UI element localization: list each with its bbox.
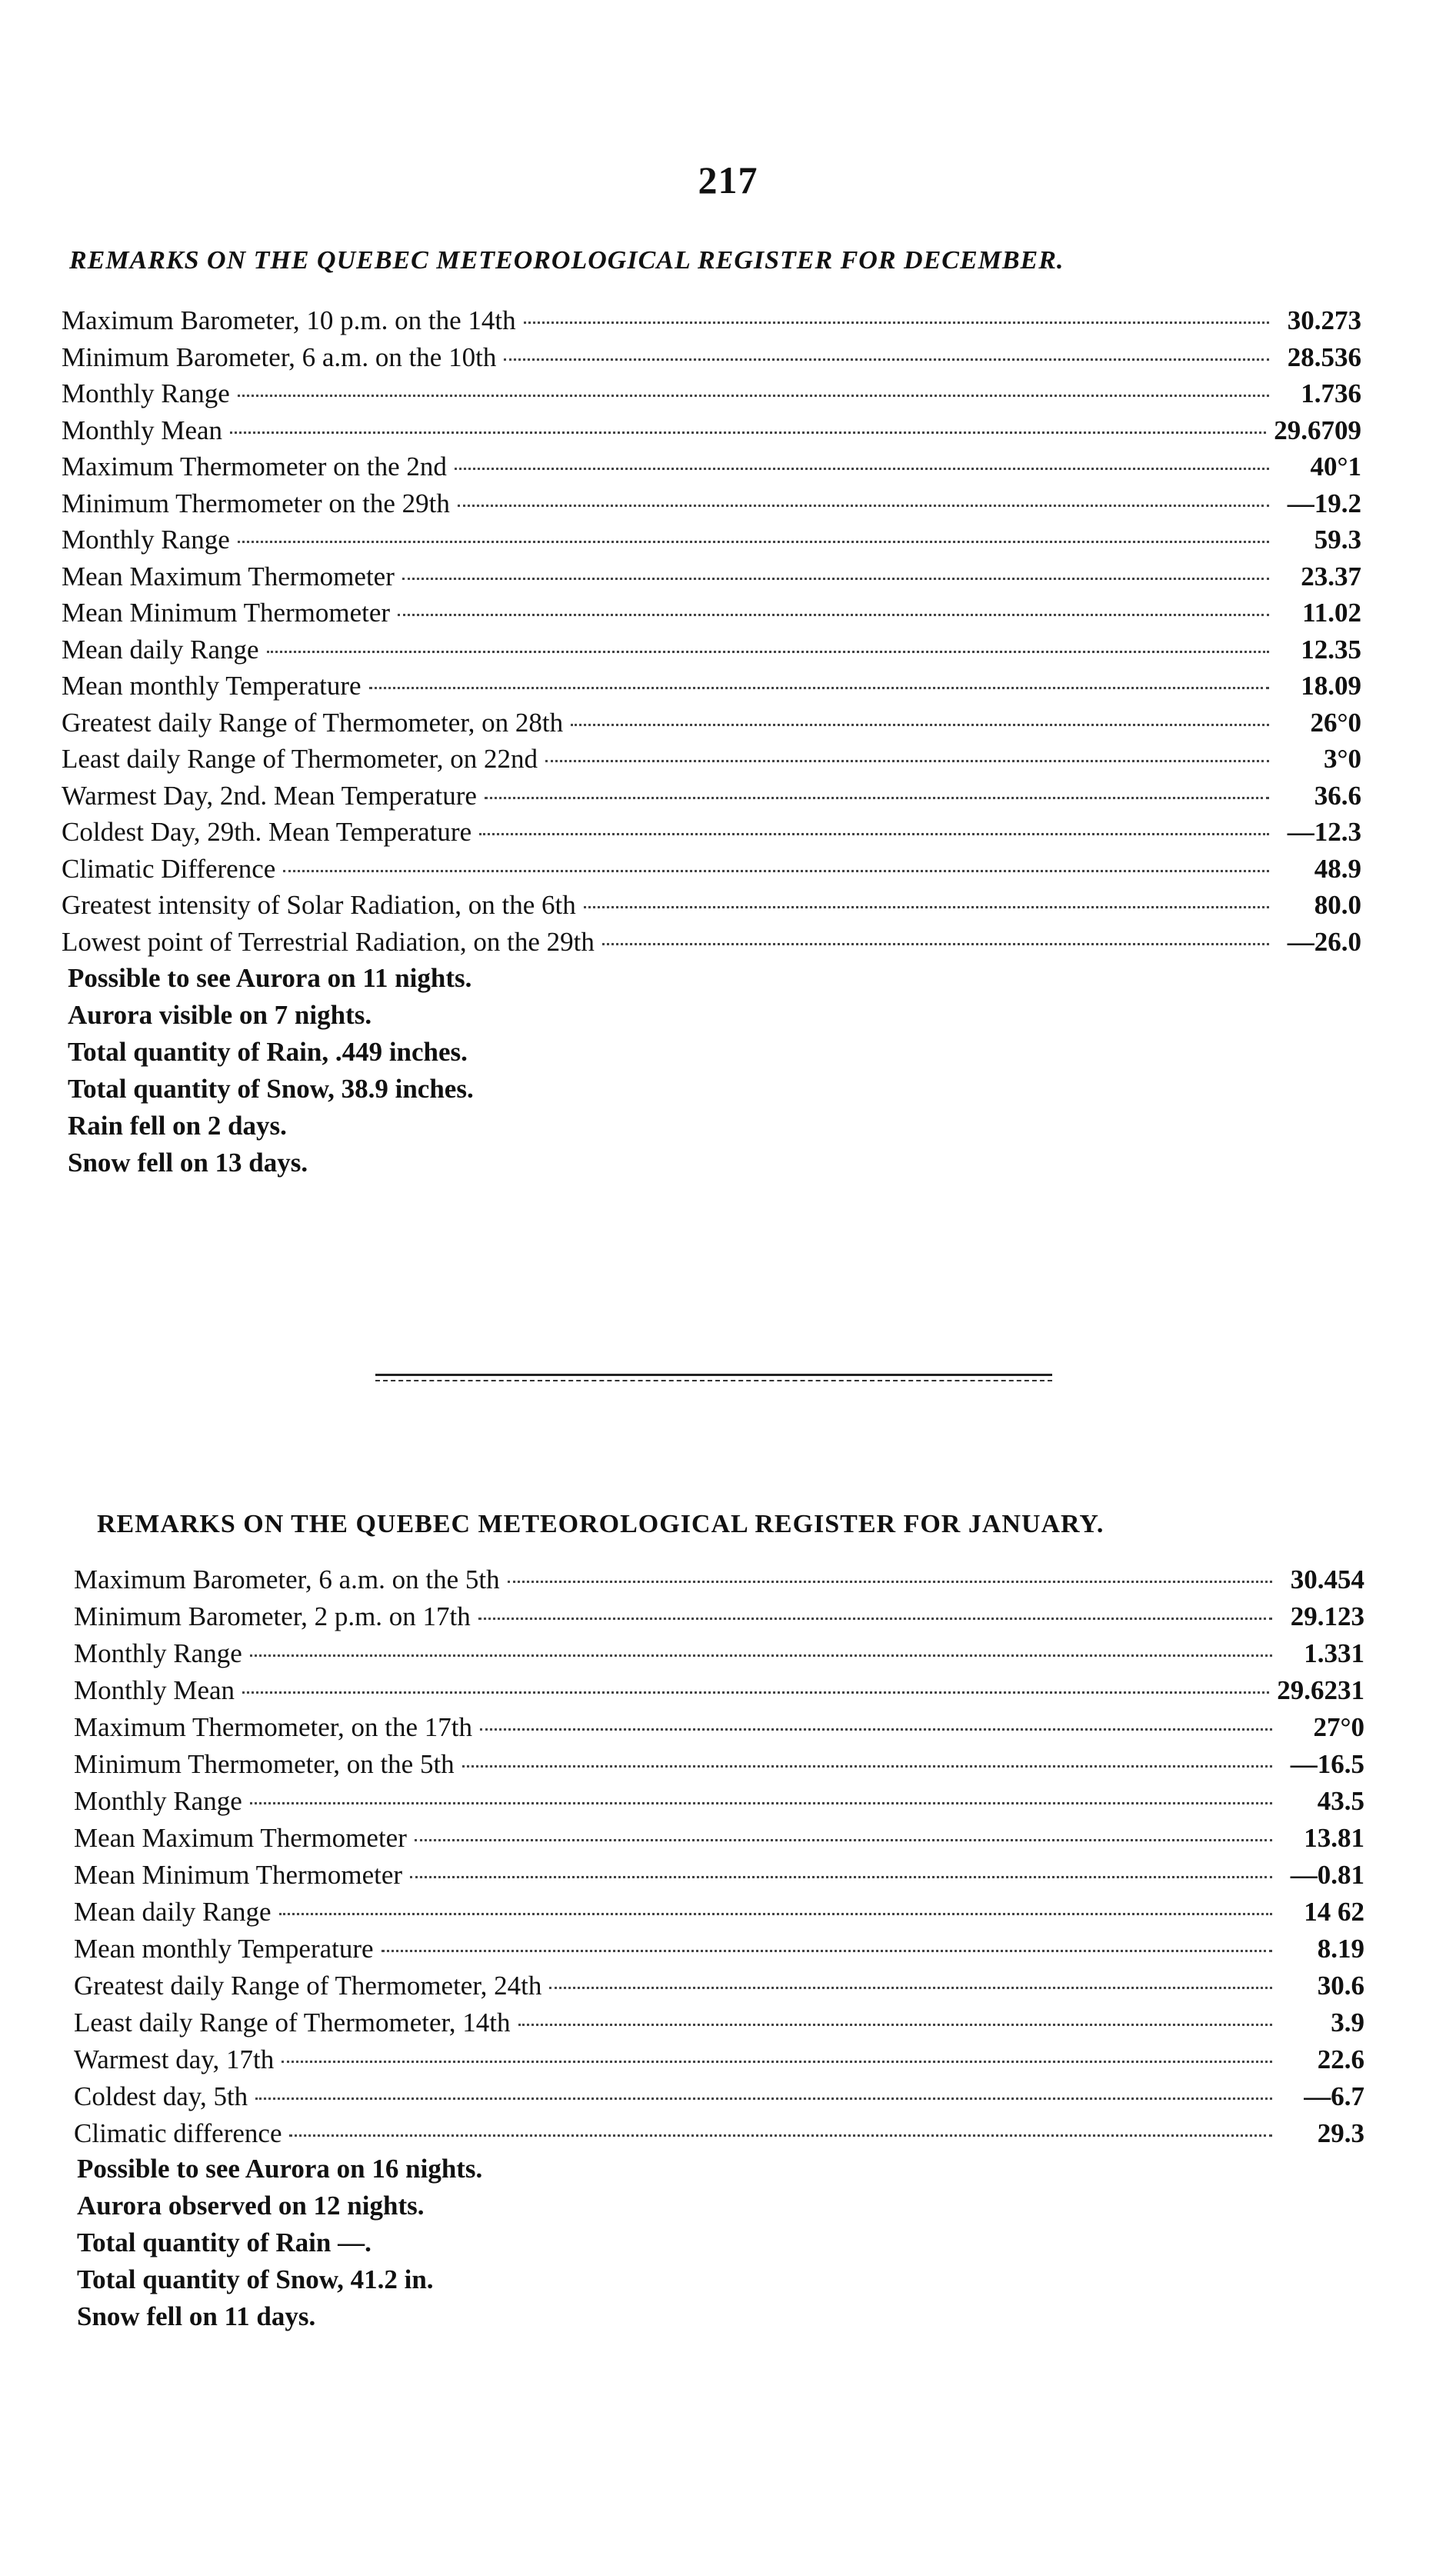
row-value: 14 62 [1304, 1897, 1364, 1927]
december-note: Possible to see Aurora on 11 nights. [68, 963, 472, 993]
dot-leader [602, 943, 1269, 945]
row-value: 80.0 [1314, 890, 1361, 920]
row-label: Warmest day, 17th [74, 2044, 275, 2074]
row-value: 1.736 [1301, 378, 1361, 408]
row-value: 40°1 [1310, 451, 1361, 481]
row-value: 43.5 [1317, 1786, 1364, 1816]
dot-leader [462, 1765, 1272, 1768]
row-label: Mean Maximum Thermometer [74, 1823, 407, 1853]
row-value: 28.536 [1287, 342, 1361, 372]
dot-leader [402, 578, 1269, 580]
divider-rule [375, 1374, 1052, 1376]
dot-leader [250, 1802, 1272, 1804]
dot-leader [545, 760, 1269, 762]
row-value: 22.6 [1317, 2044, 1364, 2074]
january-row [74, 1786, 1364, 1823]
dot-leader [478, 1618, 1272, 1620]
row-label: Mean Minimum Thermometer [62, 598, 391, 628]
january-note: Total quantity of Snow, 41.2 in. [77, 2264, 434, 2294]
december-note: Aurora visible on 7 nights. [68, 1000, 372, 1030]
row-label: Maximum Thermometer on the 2nd [62, 451, 447, 481]
row-value: 12.35 [1301, 634, 1361, 665]
row-value: 59.3 [1314, 525, 1361, 555]
row-label: Mean daily Range [74, 1897, 272, 1927]
row-value: —19.2 [1287, 488, 1361, 518]
row-value: 29.123 [1290, 1601, 1364, 1631]
january-section-title: REMARKS ON THE QUEBEC METEOROLOGICAL REGISTER FOR JANUARY. [97, 1510, 1104, 1538]
dot-leader [415, 1839, 1272, 1841]
dot-leader [381, 1950, 1272, 1952]
row-value: —16.5 [1290, 1749, 1364, 1779]
row-value: 29.6231 [1277, 1675, 1364, 1705]
section-divider [375, 1374, 1052, 1383]
row-label: Lowest point of Terrestrial Radiation, on the 29th [62, 926, 595, 957]
row-label: Mean Maximum Thermometer [62, 561, 395, 591]
dot-leader [255, 2098, 1272, 2100]
row-value: 13.81 [1304, 1823, 1364, 1853]
dot-leader [571, 724, 1269, 726]
december-row [62, 305, 1361, 342]
january-notes [77, 2154, 482, 2338]
row-value: 27°0 [1313, 1712, 1364, 1742]
row-label: Monthly Range [74, 1786, 242, 1816]
row-label: Greatest intensity of Solar Radiation, on the 6th [62, 890, 576, 920]
january-row [74, 1712, 1364, 1749]
row-value: 26°0 [1310, 707, 1361, 738]
dot-leader [230, 431, 1266, 434]
january-row [74, 1638, 1364, 1675]
divider-rule [375, 1380, 1052, 1381]
december-row [62, 781, 1361, 818]
row-value: 8.19 [1317, 1934, 1364, 1964]
dot-leader [282, 2061, 1272, 2063]
dot-leader [410, 1876, 1272, 1878]
december-section-title: REMARKS ON THE QUEBEC METEOROLOGICAL REGISTER FOR DECEMBER. [69, 246, 1065, 275]
dot-leader [458, 505, 1269, 507]
row-value: 23.37 [1301, 561, 1361, 591]
january-row [74, 2081, 1364, 2118]
january-row [74, 1675, 1364, 1712]
january-row [74, 2118, 1364, 2155]
row-label: Climatic Difference [62, 853, 276, 884]
row-value: 3.9 [1331, 2008, 1364, 2038]
january-row [74, 1749, 1364, 1786]
dot-leader [242, 1691, 1269, 1694]
row-value: —12.3 [1287, 817, 1361, 847]
january-readings-list [74, 1564, 1364, 2155]
row-value: 29.6709 [1274, 415, 1361, 445]
row-label: Maximum Barometer, 6 a.m. on the 5th [74, 1564, 500, 1594]
january-row [74, 1897, 1364, 1934]
row-label: Greatest daily Range of Thermometer, 24th [74, 1971, 542, 2001]
january-row [74, 2008, 1364, 2044]
row-label: Warmest Day, 2nd. Mean Temperature [62, 780, 477, 811]
row-label: Least daily Range of Thermometer, 14th [74, 2008, 511, 2038]
december-note: Snow fell on 13 days. [68, 1148, 308, 1178]
row-value: 30.454 [1290, 1564, 1364, 1594]
row-label: Monthly Range [74, 1638, 242, 1668]
row-value: 18.09 [1301, 671, 1361, 701]
december-row [62, 488, 1361, 525]
dot-leader [455, 468, 1269, 470]
row-value: —26.0 [1287, 926, 1361, 957]
january-row [74, 1934, 1364, 1971]
december-row [62, 817, 1361, 854]
dot-leader [485, 797, 1269, 799]
december-row [62, 854, 1361, 891]
dot-leader [508, 1581, 1272, 1583]
december-row [62, 525, 1361, 561]
row-label: Greatest daily Range of Thermometer, on 28th [62, 707, 564, 738]
january-row [74, 1601, 1364, 1638]
row-label: Minimum Thermometer on the 29th [62, 488, 450, 518]
december-notes [68, 963, 474, 1185]
december-note: Rain fell on 2 days. [68, 1111, 287, 1141]
dot-leader [369, 687, 1269, 689]
row-label: Maximum Barometer, 10 p.m. on the 14th [62, 305, 516, 335]
row-value: —0.81 [1290, 1860, 1364, 1890]
row-label: Monthly Range [62, 525, 230, 555]
dot-leader [480, 1728, 1272, 1731]
row-value: 30.273 [1287, 305, 1361, 335]
december-row [62, 342, 1361, 379]
december-row [62, 671, 1361, 708]
row-label: Climatic difference [74, 2118, 282, 2148]
row-label: Coldest day, 5th [74, 2081, 248, 2111]
row-value: 1.331 [1304, 1638, 1364, 1668]
dot-leader [518, 2024, 1272, 2026]
december-row [62, 744, 1361, 781]
row-label: Minimum Barometer, 6 a.m. on the 10th [62, 342, 497, 372]
row-label: Mean daily Range [62, 634, 259, 665]
row-label: Monthly Mean [62, 415, 223, 445]
dot-leader [504, 358, 1269, 361]
row-label: Mean monthly Temperature [74, 1934, 374, 1964]
dot-leader [524, 322, 1269, 324]
row-value: 3°0 [1324, 744, 1361, 774]
january-row [74, 1971, 1364, 2008]
december-row [62, 451, 1361, 488]
dot-leader [250, 1654, 1272, 1657]
row-label: Monthly Mean [74, 1675, 235, 1705]
row-value: 36.6 [1314, 780, 1361, 811]
december-row [62, 415, 1361, 452]
december-row [62, 927, 1361, 964]
dot-leader [279, 1913, 1272, 1915]
december-readings-list [62, 305, 1361, 963]
row-label: Minimum Thermometer, on the 5th [74, 1749, 455, 1779]
row-label: Coldest Day, 29th. Mean Temperature [62, 817, 472, 847]
dot-leader [289, 2134, 1272, 2137]
row-label: Monthly Range [62, 378, 230, 408]
january-note: Snow fell on 11 days. [77, 2301, 316, 2331]
row-label: Mean Minimum Thermometer [74, 1860, 403, 1890]
row-label: Maximum Thermometer, on the 17th [74, 1712, 472, 1742]
january-row [74, 1564, 1364, 1601]
dot-leader [238, 395, 1269, 397]
january-note: Total quantity of Rain —. [77, 2227, 371, 2257]
december-row [62, 708, 1361, 745]
december-row [62, 890, 1361, 927]
page-number: 217 [698, 158, 758, 202]
row-label: Mean monthly Temperature [62, 671, 362, 701]
dot-leader [283, 870, 1269, 872]
row-value: 11.02 [1302, 598, 1361, 628]
dot-leader [479, 833, 1269, 835]
row-label: Minimum Barometer, 2 p.m. on 17th [74, 1601, 471, 1631]
december-row [62, 561, 1361, 598]
december-row [62, 598, 1361, 635]
january-row [74, 2044, 1364, 2081]
dot-leader [398, 614, 1269, 616]
dot-leader [238, 541, 1269, 543]
december-row [62, 635, 1361, 671]
january-row [74, 1860, 1364, 1897]
january-row [74, 1823, 1364, 1860]
december-row [62, 378, 1361, 415]
january-note: Aurora observed on 12 nights. [77, 2191, 425, 2221]
dot-leader [584, 906, 1269, 908]
dot-leader [549, 1987, 1272, 1989]
january-note: Possible to see Aurora on 16 nights. [77, 2154, 483, 2184]
row-value: 48.9 [1314, 853, 1361, 884]
dot-leader [267, 651, 1269, 653]
december-note: Total quantity of Rain, .449 inches. [68, 1037, 468, 1067]
row-value: —6.7 [1304, 2081, 1364, 2111]
december-note: Total quantity of Snow, 38.9 inches. [68, 1074, 474, 1104]
row-label: Least daily Range of Thermometer, on 22nd [62, 744, 538, 774]
row-value: 29.3 [1317, 2118, 1364, 2148]
row-value: 30.6 [1317, 1971, 1364, 2001]
